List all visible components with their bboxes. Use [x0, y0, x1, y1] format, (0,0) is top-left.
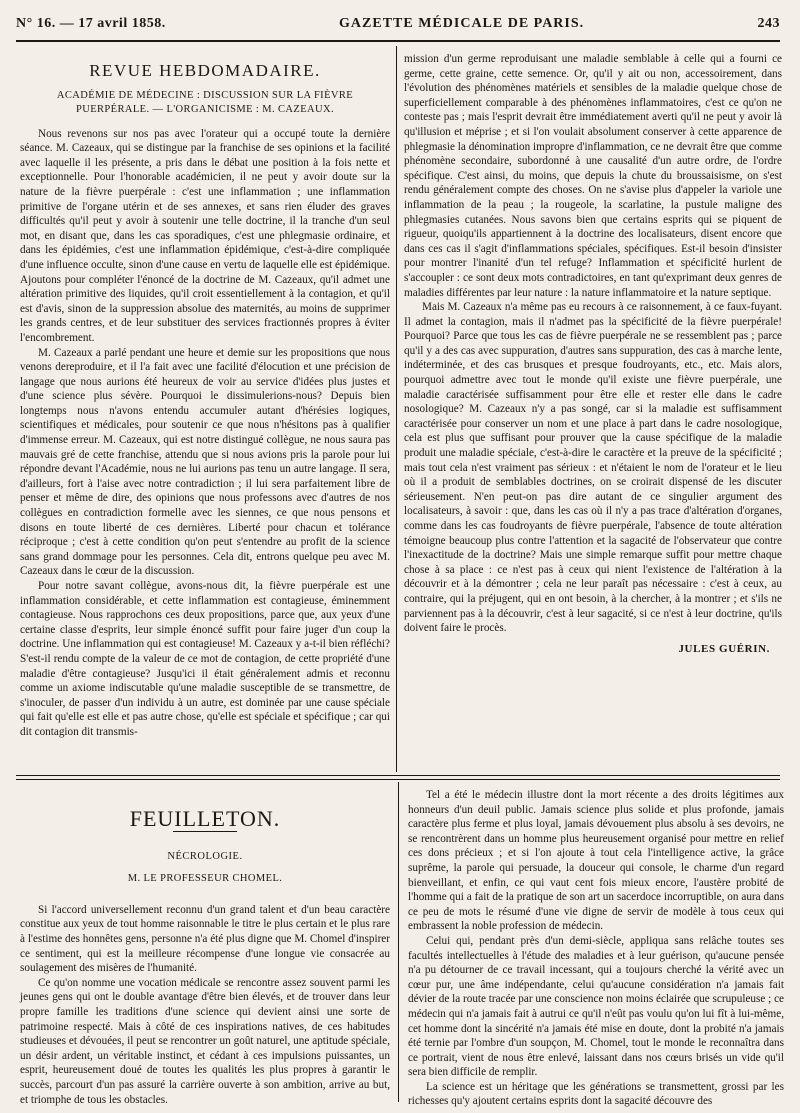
feuilleton-paragraph: Tel a été le médecin illustre dont la mort récente a des droits légitimes aux honneurs d'un deuil public. Jamais science plus solide et plus profonde, jamais caractère plus ferme et plus loyal, jamais dévouement plus absolu à ses devoirs, ne se rencontrèrent dans un homme plus heureusement organisé pour mettre en relief ces dons précieux ; et si l'on ajoute à tout cela l'intelligence active, la grâce suprême, la parole qui persuade, la douceur qui console, le charme d'un regard bienveillant, et enfin, ce qui vaut cent fois mieux encore, l'austère probité de l'homme qui a fait de la pratique de son art un sacerdoce incorruptible, on aura dans ce peu de mots le résumé d'une vie digne de servir de modèle à tous ceux qui embrassent la noble profession de médecin. [408, 789, 784, 933]
author-signature: JULES GUÉRIN. [678, 642, 770, 655]
revue-paragraph: Pour notre savant collègue, avons-nous dit, la fièvre puerpérale est une inflammation considérable, et cette inflammation est contagieuse, éminemment contagieuse. Nous rapprochons ces deux propositions, parce que, aux yeux d'une certaine classe d'esprits, leur simple énoncé suffit pour faire juger d'un coup la doctrine. Une inflammation qui est contagieuse! M. Cazeaux y a-t-il bien réfléchi? S'est-il rendu compte de la valeur de ce mot de contagion, de cette propriété d'une maladie d'être contagieuse? Jusqu'ici il était généralement admis et reconnu comme un axiome indiscutable qu'une maladie susceptible de se transmettre, de s'inoculer, de passer d'un individu à un autre, est dominée par une cause spéciale qui fait qu'elle est elle et pas autre chose, qu'elle est spéciale et spécifique ; car qui dit contagion dit transmis- [20, 580, 390, 738]
revue-subtitle [20, 89, 390, 117]
column-divider [396, 46, 397, 772]
feuilleton-column-divider [398, 782, 399, 1102]
revue-paragraph: Nous revenons sur nos pas avec l'orateur qui a occupé toute la dernière séance. M. Cazeaux, qui se distingue par la franchise de ses opinions et la facilité avec laquelle il les présente, a pris dans le débat une position à la fois nette et exceptionnelle. Pour l'honorable académicien, il ne peut y avoir doute sur la nature de la fièvre puerpérale : c'est une inflammation ; une inflammation primitive de l'organe utérin et de ses annexes, et sans rien éluder des graves difficultés qu'il peut y avoir à soutenir une telle doctrine, il la tranche d'un seul mot, en disant que, dans les cas sporadiques, c'est une phlegmasie ordinaire, et dans les épidémies, c'est une inflammation épidémique, c'est-à-dire compliquée d'une influence occulte, sinon d'une cause en vertu de laquelle elle est épidémique. Ajoutons pour compléter l'énoncé de la doctrine de M. Cazeaux, qu'il admet une altération primitive des liquides, qu'il croit essentiellement à la contagion, et qu'il est d'avis, sinon de la suppression absolue des maternités, au moins de supprimer les grands centres, et de leur substituer des services fractionnés propres à éviter l'encombrement. [20, 127, 390, 344]
feuilleton-title: FEUILLETON. [129, 806, 281, 831]
feuilleton-right-column [408, 788, 784, 1108]
issue-date: N° 16. — 17 avril 1858. [16, 16, 166, 31]
revue-subtitle-line1: ACADÉMIE DE MÉDECINE : DISCUSSION SUR LA FIÈVRE [56, 89, 354, 101]
revue-paragraph: mission d'un germe reproduisant une maladie semblable à celle qui a fourni ce germe, cette graine, cette semence. Or, qu'il y ait ou non, accessoirement, dans l'évolution des phénomènes matériels et sensibles de la maladie quelque chose de superficiellement comparable à des phénomènes inflammatoires, c'est ce qu'on ne conteste pas ; mais l'esprit devrait être immédiatement averti qu'il ne peut y avoir là qu'illusion et méprise ; et si l'on voulait absolument conserver à cette apparence de phlegmasie la dénomination impropre d'inflammation, ce ne devrait être que comme phénomène secondaire, subordonné à une causalité d'un autre ordre, de l'ordre spécifique. C'est ainsi, du moins, que depuis la chute du broussaisisme, on s'est rendu généralement compte des choses. On ne s'avise plus d'appeler la variole une inflammation de la peau ; la rougeole, la scarlatine, la pustule maligne des phlegmasies cutanées. Nous savons bien que certains esprits qui se piquent de rigueur, quoiqu'ils appartiennent à la doctrine des localisateurs, disent encore que dans ces cas il s'agit d'inflammations spéciales, spécifiques. Est-il besoin d'insister pour montrer l'inanité d'un tel refuge? Inflammation et spécificité hurlent de s'accoupler : ce sont deux mots contradictoires, en tant qu'exprimant deux genres de maladies différentes par leur nature : la nature inflammatoire et la nature septique. [404, 53, 782, 299]
feuilleton-rule-thin [16, 779, 780, 780]
page-number: 243 [757, 16, 780, 31]
feuilleton-paragraph: La science est un héritage que les générations se transmettent, grossi par les richesses qu'y ajoutent certains esprits dont la sagacité découvre des [408, 1080, 784, 1108]
necrologie-heading: NÉCROLOGIE. [167, 850, 243, 862]
feuilleton-paragraph: Celui qui, pendant près d'un demi-siècle, appliqua sans relâche toutes ses facultés intellectuelles à l'étude des maladies et à leur guérison, qu'aucune pensée n'a pu détourner de ce travail incessant, qui a toujours cherché la vérité avec un cœur pur, une âme indépendante, celui qu'aucune considération n'a jamais fait dévier de la route tracée par une conscience non moins éclairée que scrupuleuse ; ce médecin qui n'a jamais fait à autrui ce qu'il n'eût pas voulu qu'on lui fît à lui-même, cet homme dont la sincérité n'a jamais été mise en doute, dont la probité n'a jamais été ternie par l'ombre d'un soupçon, M. Chomel, tout le monde le reconnaîtra dans ce portrait, vient de nous être enlevé, laissant dans nos cœurs brisés un vide qu'il sera bien difficile de remplir. [408, 934, 784, 1079]
revue-right-column [404, 52, 782, 764]
feuilleton-left-column [20, 800, 390, 1106]
feuilleton-rule [16, 775, 780, 776]
revue-title: REVUE HEBDOMADAIRE. [89, 61, 321, 80]
journal-title: GAZETTE MÉDICALE DE PARIS. [339, 16, 585, 31]
revue-paragraph: M. Cazeaux a parlé pendant une heure et demie sur les propositions que nous venons dereproduire, et il l'a fait avec une facilité d'élocution et une précision de langage que nous aurions été heureux de voir au service d'idées plus justes et d'une science plus sévère. Pourquoi le dissimulerions-nous? Depuis bien longtemps nous n'avons entendu accumuler autant d'hérésies logiques, scientifiques et médicales, pour soutenir ce que nous n'hésitons pas à qualifier d'immense erreur. M. Cazeaux, qui est notre distingué collègue, ne nous saura pas mauvais gré de cette franchise, attendu que si nous avions pris la parole pour lui répondre devant l'Académie, nous ne lui aurions pas tenu un autre langage. Il sera, d'ailleurs, fort à l'aise avec notre contradiction ; il lui sera parfaitement libre de penser et même de dire, des opinions que nous professons avec d'autres de nos collègues en contradiction formelle avec les siennes, ce que nous pensons et disons en toute liberté de ces dernières. Liberté pour chacun et tolérance réciproque ; c'est à cette condition qu'on peut s'entendre au profit de la science sans grand dommage pour les personnes. Cela dit, entrons quelque peu avec M. Cazeaux dans le cœur de la discussion. [20, 346, 390, 578]
feuilleton-paragraph: Ce qu'on nomme une vocation médicale se rencontre assez souvent parmi les jeunes gens qui ont le double avantage d'être bien élevés, et de trouver dans leur propre famille les traditions d'une science qui devient ainsi une sorte de patrimoine respecté. Mais à côté de ces inspirations natives, de ces habitudes studieuses et dévouées, il peut se rencontrer un goût naturel, une aptitude spéciale, un désir ardent, un véritable instinct, et cédant à ces impulsions puissantes, un esprit, heureusement doué de toutes les qualités les plus propres à garantir le succès, parcourt d'un pas assuré la carrière ouverte à son ambition, arrive au but, et triomphe de tous les obstacles. [20, 976, 390, 1106]
revue-subtitle-line2: PUERPÉRALE. — L'ORGANICISME : M. CAZEAUX. [75, 103, 335, 115]
header-rule [16, 40, 780, 42]
revue-left-column [20, 56, 390, 764]
necrologie-subject: M. LE PROFESSEUR CHOMEL. [127, 873, 283, 885]
revue-paragraph: Mais M. Cazeaux n'a même pas eu recours à ce raisonnement, à ce faux-fuyant. Il admet la contagion, mais il n'admet pas la spécificité de la fièvre puerpérale! Pourquoi? Parce que tous les cas de fièvre puerpérale ne se ressemblent pas ; parce qu'il y a des cas avec suppuration, d'autres sans suppuration, des cas à marche lente, indéterminée, et des cas brusques et presque foudroyants, etc., etc. Mais alors, pourquoi admettre avec tout le monde qu'il existe une fièvre puerpérale, une maladie caractérisée suffisamment pour être elle et rester elle dans le cadre nosologique? M. Cazeaux n'y a pas songé, car si la maladie est suffisamment caractérisée pour conserver un nom et une place à part dans le cadre nosologique, cela est plus que suffisant pour prouver que la cause spécifique de la maladie produit une maladie spéciale, c'est-à-dire le caractère et la preuve de la spécificité ; mais tout cela n'est vraiment pas sérieux : et n'étaient le nom de l'orateur et le lieu où il a produit de semblables doctrines, on se croirait dispensé de les discuter sérieusement. N'en peut-on pas dire autant de ce singulier argument des localisateurs, à savoir : que, dans les cas où il n'y a pas trace d'altération d'organes, comme dans les cas foudroyants de fièvre puerpérale, l'absence de toute altération témoigne beaucoup plus contre l'attention et la sagacité de l'observateur que contre l'inexactitude de la doctrine? Mais une simple remarque suffit pour mettre chaque chose à sa place : ce n'est pas à ceux qui nient l'existence de l'altération à la découvrir et à la démontrer ; cela ne leur paraît pas nécessaire : c'est à ceux, au contraire, qui la préjugent, qui en ont besoin, à la chercher, à la montrer ; et s'ils ne parviennent pas à la découvrir, c'est à leur sagacité, si ce n'est à leur doctrine, qu'ils doivent faire le procès. [404, 301, 782, 635]
feuilleton-paragraph: Si l'accord universellement reconnu d'un grand talent et d'un beau caractère constitue aux yeux de tout homme raisonnable le titre le plus certain et le plus rare à l'estime des honnêtes gens, personne n'a été plus digne que M. Chomel d'inspirer ce sentiment, qui est la meilleure récompense d'une longue vie consacrée au soulagement des misères de l'humanité. [20, 903, 390, 975]
